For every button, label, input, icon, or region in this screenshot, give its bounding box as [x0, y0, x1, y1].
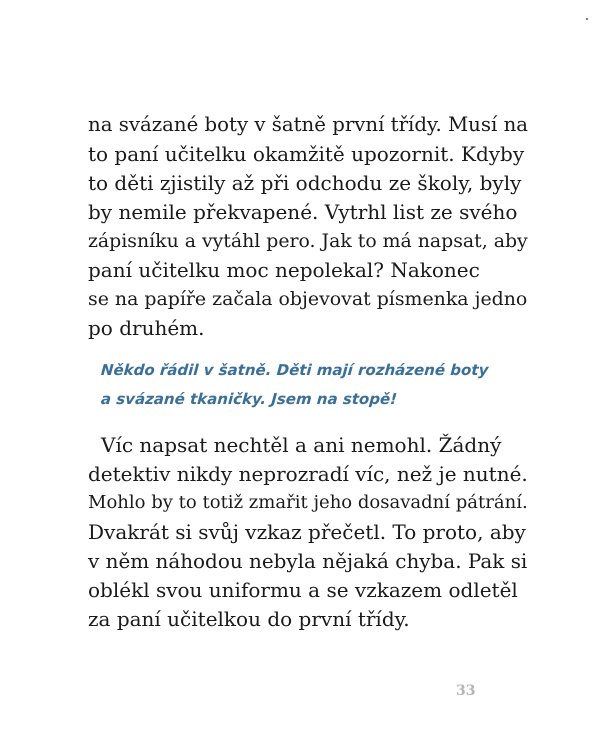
text-line: v něm náhodou nebyla nějaká chyba. Pak si — [88, 549, 528, 573]
text-line: detektiv nikdy neprozradí víc, než je nutné. — [88, 462, 528, 486]
text-line: Víc napsat nechtěl a ani nemohl. Žádný — [101, 433, 502, 457]
text-line: za paní učitelkou do první třídy. — [88, 607, 410, 631]
note-line: Někdo řádil v šatně. Děti mají rozházené boty — [100, 361, 489, 379]
page-number: 33 — [456, 683, 476, 699]
text-line: zápisníku a vytáhl pero. Jak to má napsat, aby — [88, 230, 528, 252]
note-line: a svázané tkaničky. Jsem na stopě! — [100, 390, 398, 408]
text-line: Dvakrát si svůj vzkaz přečetl. To proto, aby — [88, 520, 526, 544]
text-line: to děti zjistily až při odchodu ze školy, byly — [88, 171, 522, 195]
text-line: by nemile překvapené. Vytrhl list ze svého — [88, 200, 518, 224]
text-line: po druhém. — [88, 316, 205, 340]
corner-mark — [586, 18, 588, 20]
text-line: to paní učitelku okamžitě upozornit. Kdyby — [88, 142, 525, 166]
text-line: na svázané boty v šatně první třídy. Musí na — [88, 113, 529, 136]
text-line: oblékl svou uniformu a se vzkazem odletěl — [88, 578, 518, 602]
text-line: Mohlo by to totiž zmařit jeho dosavadní pátrání. — [88, 492, 528, 513]
text-line: paní učitelku moc nepolekal? Nakonec — [88, 258, 480, 282]
text-line: se na papíře začala objevovat písmenka jedno — [88, 288, 528, 310]
